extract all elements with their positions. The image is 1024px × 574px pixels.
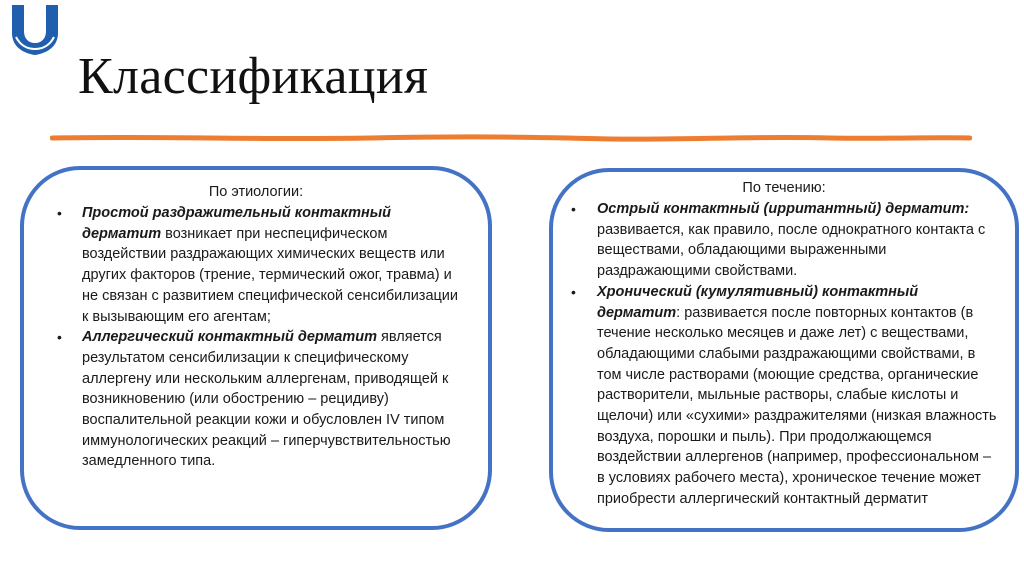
term-allergic: Аллергический контактный дерматит	[82, 329, 378, 346]
list-item	[24, 327, 488, 472]
university-logo-icon	[10, 3, 60, 55]
orange-divider-line	[50, 131, 972, 145]
etiology-heading: По этиологии:	[208, 184, 304, 200]
list-item	[24, 203, 488, 327]
description: возникает при неспецифическом воздействии раздражающих химических веществ или других факторов (трение, термический ожог, травма) и не связан с развитием специфической сенсибилизации к вызывающим его агентам;	[82, 225, 459, 325]
term-chronic: Хронический (кумулятивный) контактный дерматит	[597, 283, 919, 321]
bullet-icon: •	[57, 329, 62, 346]
description: развивается, как правило, после однократного контакта с веществами, обладающими выраженными раздражающими свойствами.	[597, 221, 986, 280]
slide-title: Классификация	[78, 48, 429, 105]
bullet-icon: •	[57, 205, 62, 221]
etiology-box	[20, 166, 492, 530]
etiology-list	[24, 203, 488, 472]
course-box	[549, 168, 1019, 532]
list-item	[553, 199, 1015, 282]
bullet-icon: •	[571, 201, 576, 217]
description: : развивается после повторных контактов (в течение несколько месяцев и даже лет) с веществами, обладающими слабыми раздражающими свойствами, в том числе растворами (моющие средства, органические растворители, мыльные растворы, слабые кислоты и щелочи) или «сухими» раздражителями (низкая влажность воздуха, порошки и пыль). При продолжающемся воздействии аллергенов (например, профессиональном – в условиях рабочего места), хроническое течение может приобрести аллергический контактный дерматит	[597, 304, 997, 507]
course-heading: По течению:	[742, 180, 826, 196]
course-list	[553, 199, 1015, 510]
bullet-icon: •	[571, 283, 576, 300]
list-item	[553, 282, 1015, 510]
description: является результатом сенсибилизации к специфическому аллергену или нескольким аллергенам, приводящей к возникновению (или обострению – рецидиву) воспалительной реакции кожи и обусловлен IV типом иммунологических реакций – гиперчувствительностью замедленного типа.	[82, 329, 451, 470]
term-acute: Острый контактный (ирритантный) дерматит:	[597, 201, 970, 217]
term-simple-irritant: Простой раздражительный контактный дерматит	[82, 205, 391, 242]
